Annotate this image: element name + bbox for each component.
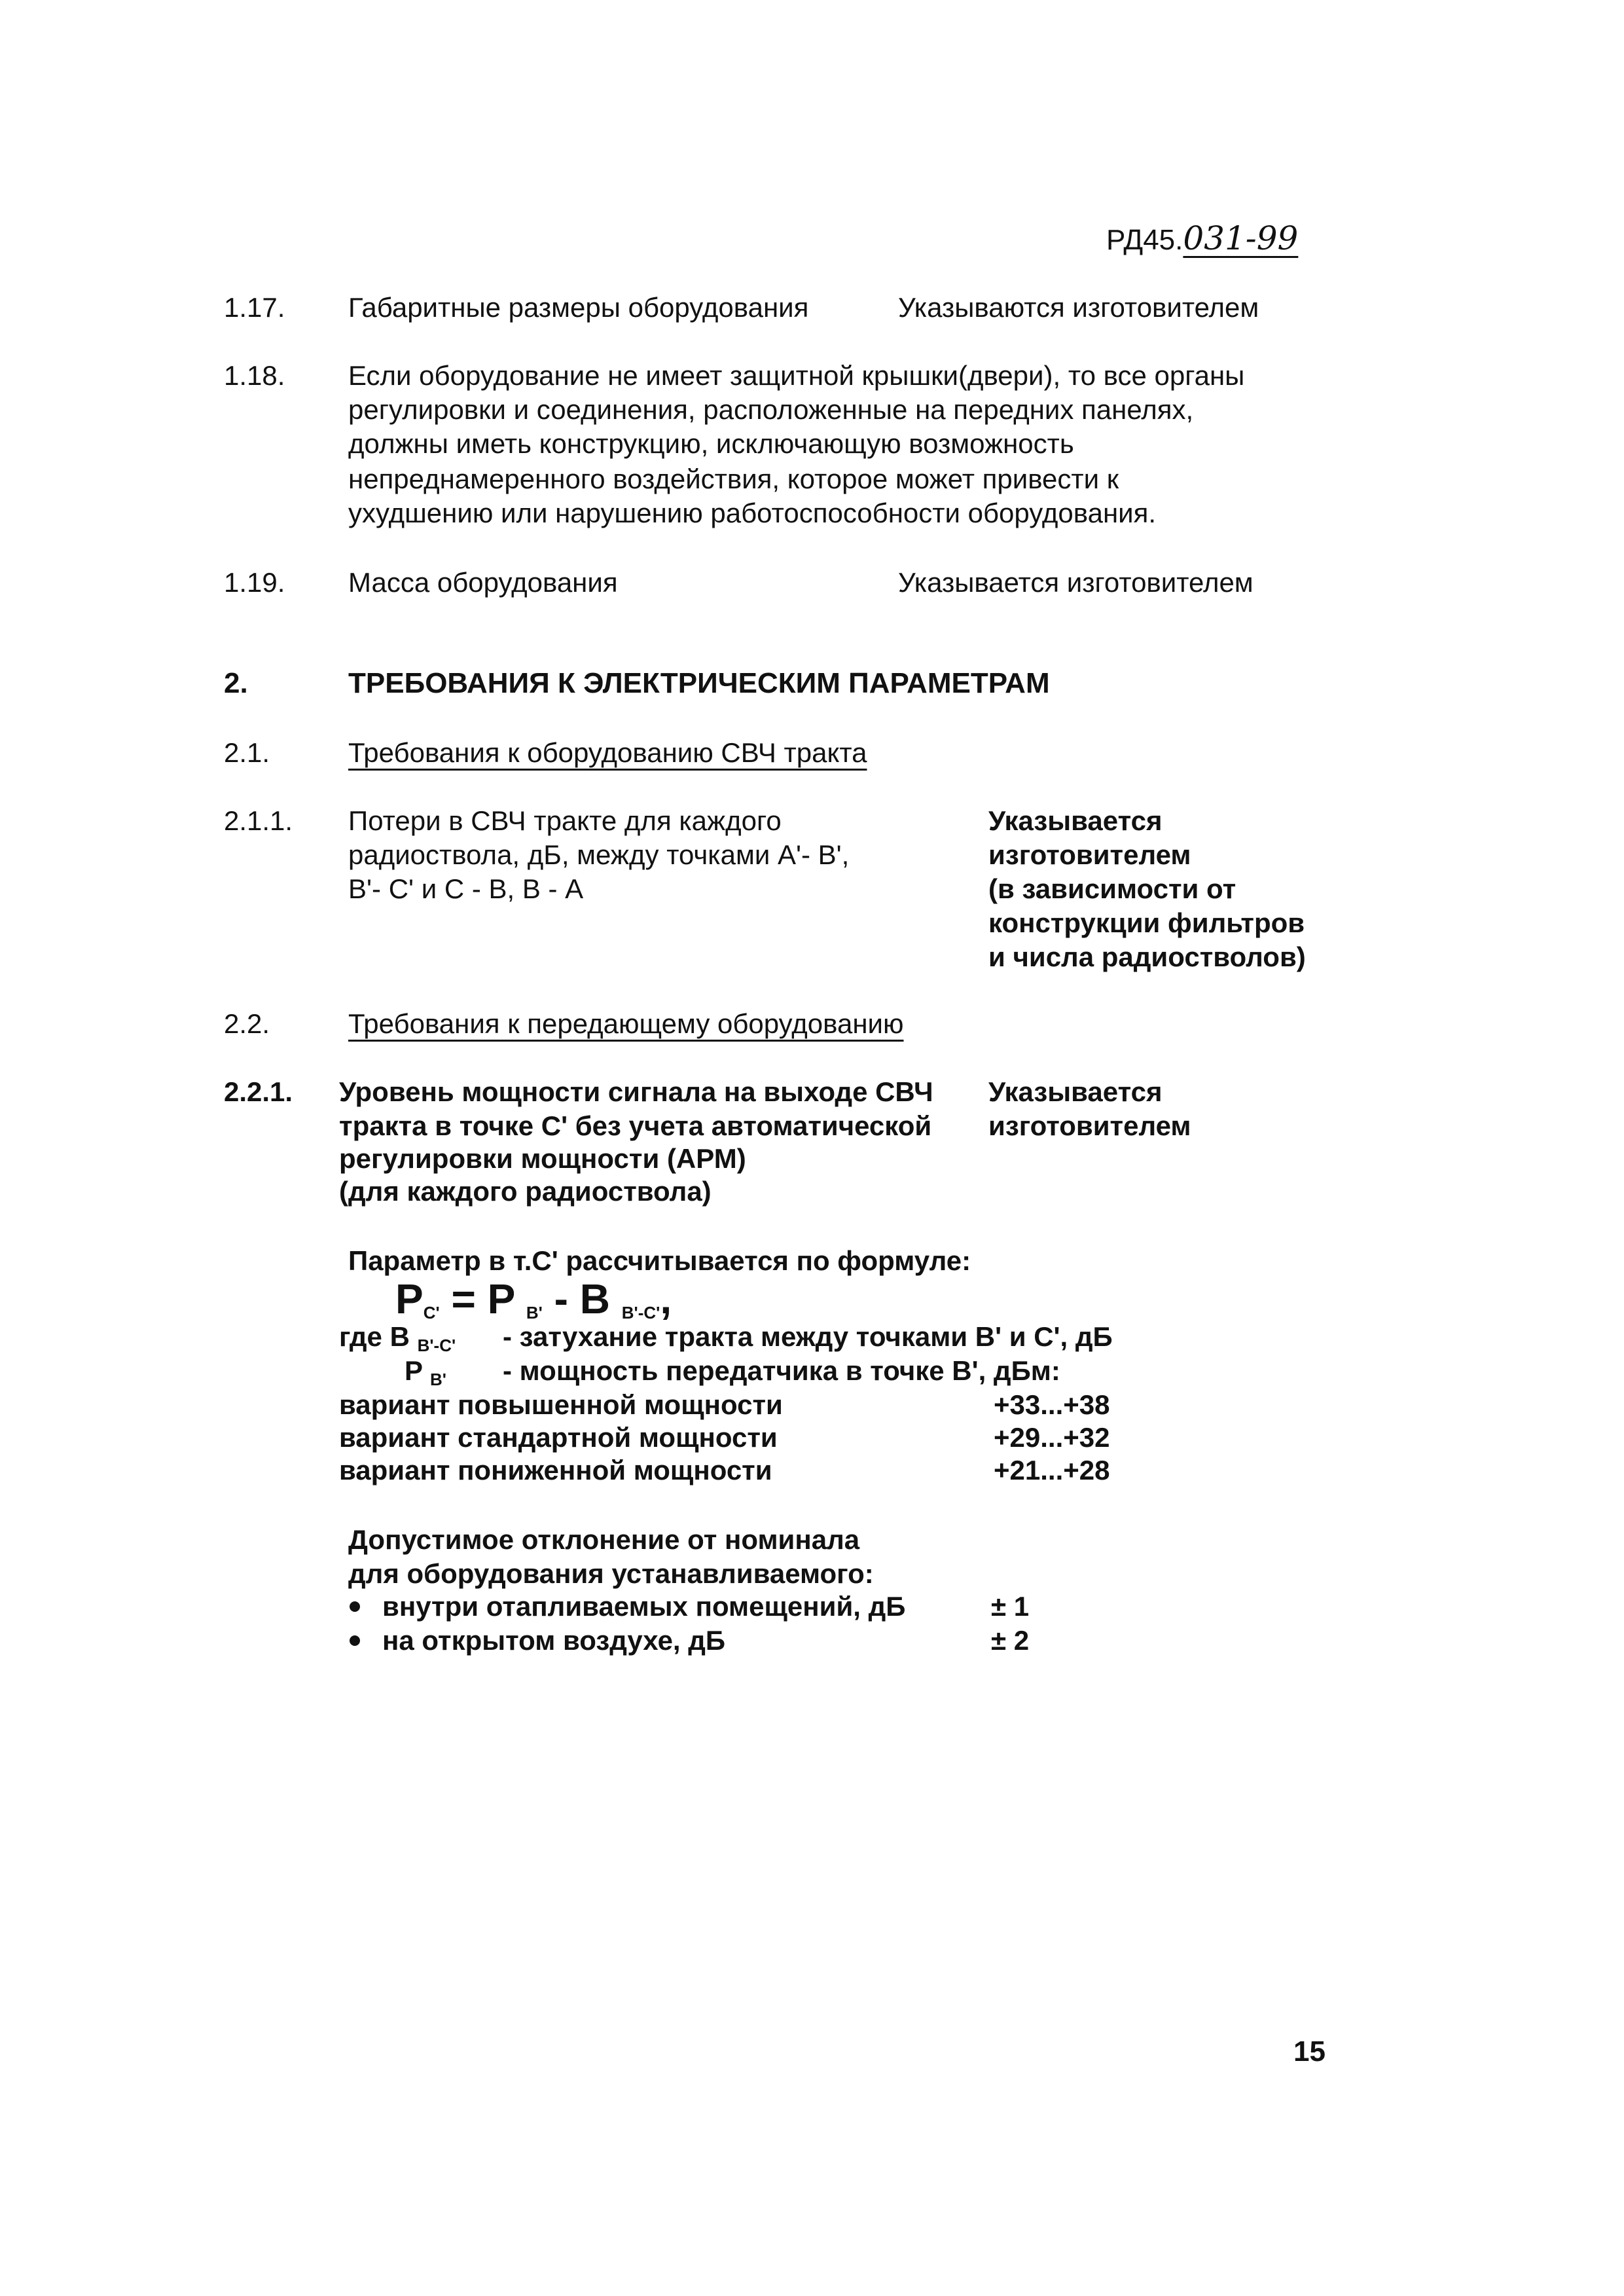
item-value-line: изготовителем xyxy=(988,1110,1191,1141)
page-number: 15 xyxy=(1293,2035,1326,2068)
item-text-line: Если оборудование не имеет защитной крышки(двери), то все органы xyxy=(348,360,1245,391)
bullet-icon xyxy=(350,1635,360,1646)
item-value-line: Указывается xyxy=(988,1076,1163,1107)
item-text-line: должны иметь конструкцию, исключающую возможность xyxy=(348,428,1074,459)
variant-value: +33...+38 xyxy=(994,1389,1110,1420)
subsection-number: 2.2. xyxy=(224,1008,270,1039)
item-text-line: регулировки и соединения, расположенные на передних панелях, xyxy=(348,394,1194,425)
where-sub: B'-C' xyxy=(417,1336,456,1355)
formula-minus: - B xyxy=(542,1275,622,1322)
subsection-title: Требования к передающему оборудованию xyxy=(348,1008,904,1039)
subsection-number: 2.1. xyxy=(224,737,270,768)
item-text-line: (для каждого радиоствола) xyxy=(339,1176,712,1207)
section-title: ТРЕБОВАНИЯ К ЭЛЕКТРИЧЕСКИМ ПАРАМЕТРАМ xyxy=(348,667,1050,699)
tolerance-label: на открытом воздухе, дБ xyxy=(382,1625,726,1656)
item-text-line: Уровень мощности сигнала на выходе СВЧ xyxy=(339,1076,933,1107)
where-line-1-text: - затухание тракта между точками В' и С', дБ xyxy=(503,1321,1113,1352)
item-value: Указываются изготовителем xyxy=(898,292,1259,323)
item-text-line: радиоствола, дБ, между точками А'- В', xyxy=(348,839,850,870)
variant-value: +29...+32 xyxy=(994,1422,1110,1453)
variant-label: вариант стандартной мощности xyxy=(339,1422,778,1453)
item-text-line: регулировки мощности (АРМ) xyxy=(339,1143,746,1174)
item-value-line: конструкции фильтров xyxy=(988,907,1305,938)
tolerance-value: ± 2 xyxy=(991,1625,1030,1656)
item-value: Указывается изготовителем xyxy=(898,567,1254,598)
section-number: 2. xyxy=(224,667,248,699)
item-value-line: и числа радиостволов) xyxy=(988,941,1306,972)
item-text-line: ухудшению или нарушению работоспособности оборудования. xyxy=(348,498,1157,528)
where-sub: B' xyxy=(429,1370,446,1389)
formula-intro: Параметр в т.С' рассчитывается по формуле: xyxy=(348,1245,971,1276)
item-text: Габаритные размеры оборудования xyxy=(348,292,809,323)
where-symbol: P xyxy=(405,1355,430,1386)
tolerance-intro: Допустимое отклонение от номинала xyxy=(348,1524,860,1555)
tolerance-label: внутри отапливаемых помещений, дБ xyxy=(382,1591,906,1622)
formula-b-sub: B'-C' xyxy=(621,1303,660,1322)
formula-pb-sub: B' xyxy=(526,1303,543,1322)
tolerance-value: ± 1 xyxy=(991,1591,1030,1622)
formula-p: P xyxy=(395,1275,424,1322)
doc-code-handwritten: 031-99 xyxy=(1183,219,1299,257)
item-text: Масса оборудования xyxy=(348,567,618,598)
variant-value: +21...+28 xyxy=(994,1455,1110,1485)
variant-label: вариант пониженной мощности xyxy=(339,1455,772,1485)
item-value-line: Указывается xyxy=(988,805,1163,836)
tolerance-intro: для оборудования устанавливаемого: xyxy=(348,1558,874,1589)
formula-end: , xyxy=(660,1275,672,1322)
formula-p-sub: C' xyxy=(423,1303,440,1322)
item-number: 1.17. xyxy=(224,292,285,323)
item-number: 1.19. xyxy=(224,567,285,598)
item-text-line: тракта в точке С' без учета автоматической xyxy=(339,1110,932,1141)
where-symbol: где B xyxy=(339,1321,418,1352)
where-line-2-text: - мощность передатчика в точке В', дБм: xyxy=(503,1355,1060,1386)
item-text-line: непреднамеренного воздействия, которое может привести к xyxy=(348,464,1119,494)
subsection-title: Требования к оборудованию СВЧ тракта xyxy=(348,737,867,768)
variant-label: вариант повышенной мощности xyxy=(339,1389,783,1420)
item-text-line: Потери в СВЧ тракте для каждого xyxy=(348,805,782,836)
doc-code xyxy=(1106,221,1298,257)
doc-code-prefix: РД45. xyxy=(1106,224,1183,256)
item-number: 2.2.1. xyxy=(224,1076,293,1107)
bullet-icon xyxy=(350,1601,360,1612)
formula-eq: = P xyxy=(439,1275,526,1322)
item-text-line: В'- С' и С - В, В - А xyxy=(348,873,584,904)
item-number: 2.1.1. xyxy=(224,805,293,836)
item-value-line: изготовителем xyxy=(988,839,1191,870)
item-number: 1.18. xyxy=(224,360,285,391)
item-value-line: (в зависимости от xyxy=(988,873,1236,904)
